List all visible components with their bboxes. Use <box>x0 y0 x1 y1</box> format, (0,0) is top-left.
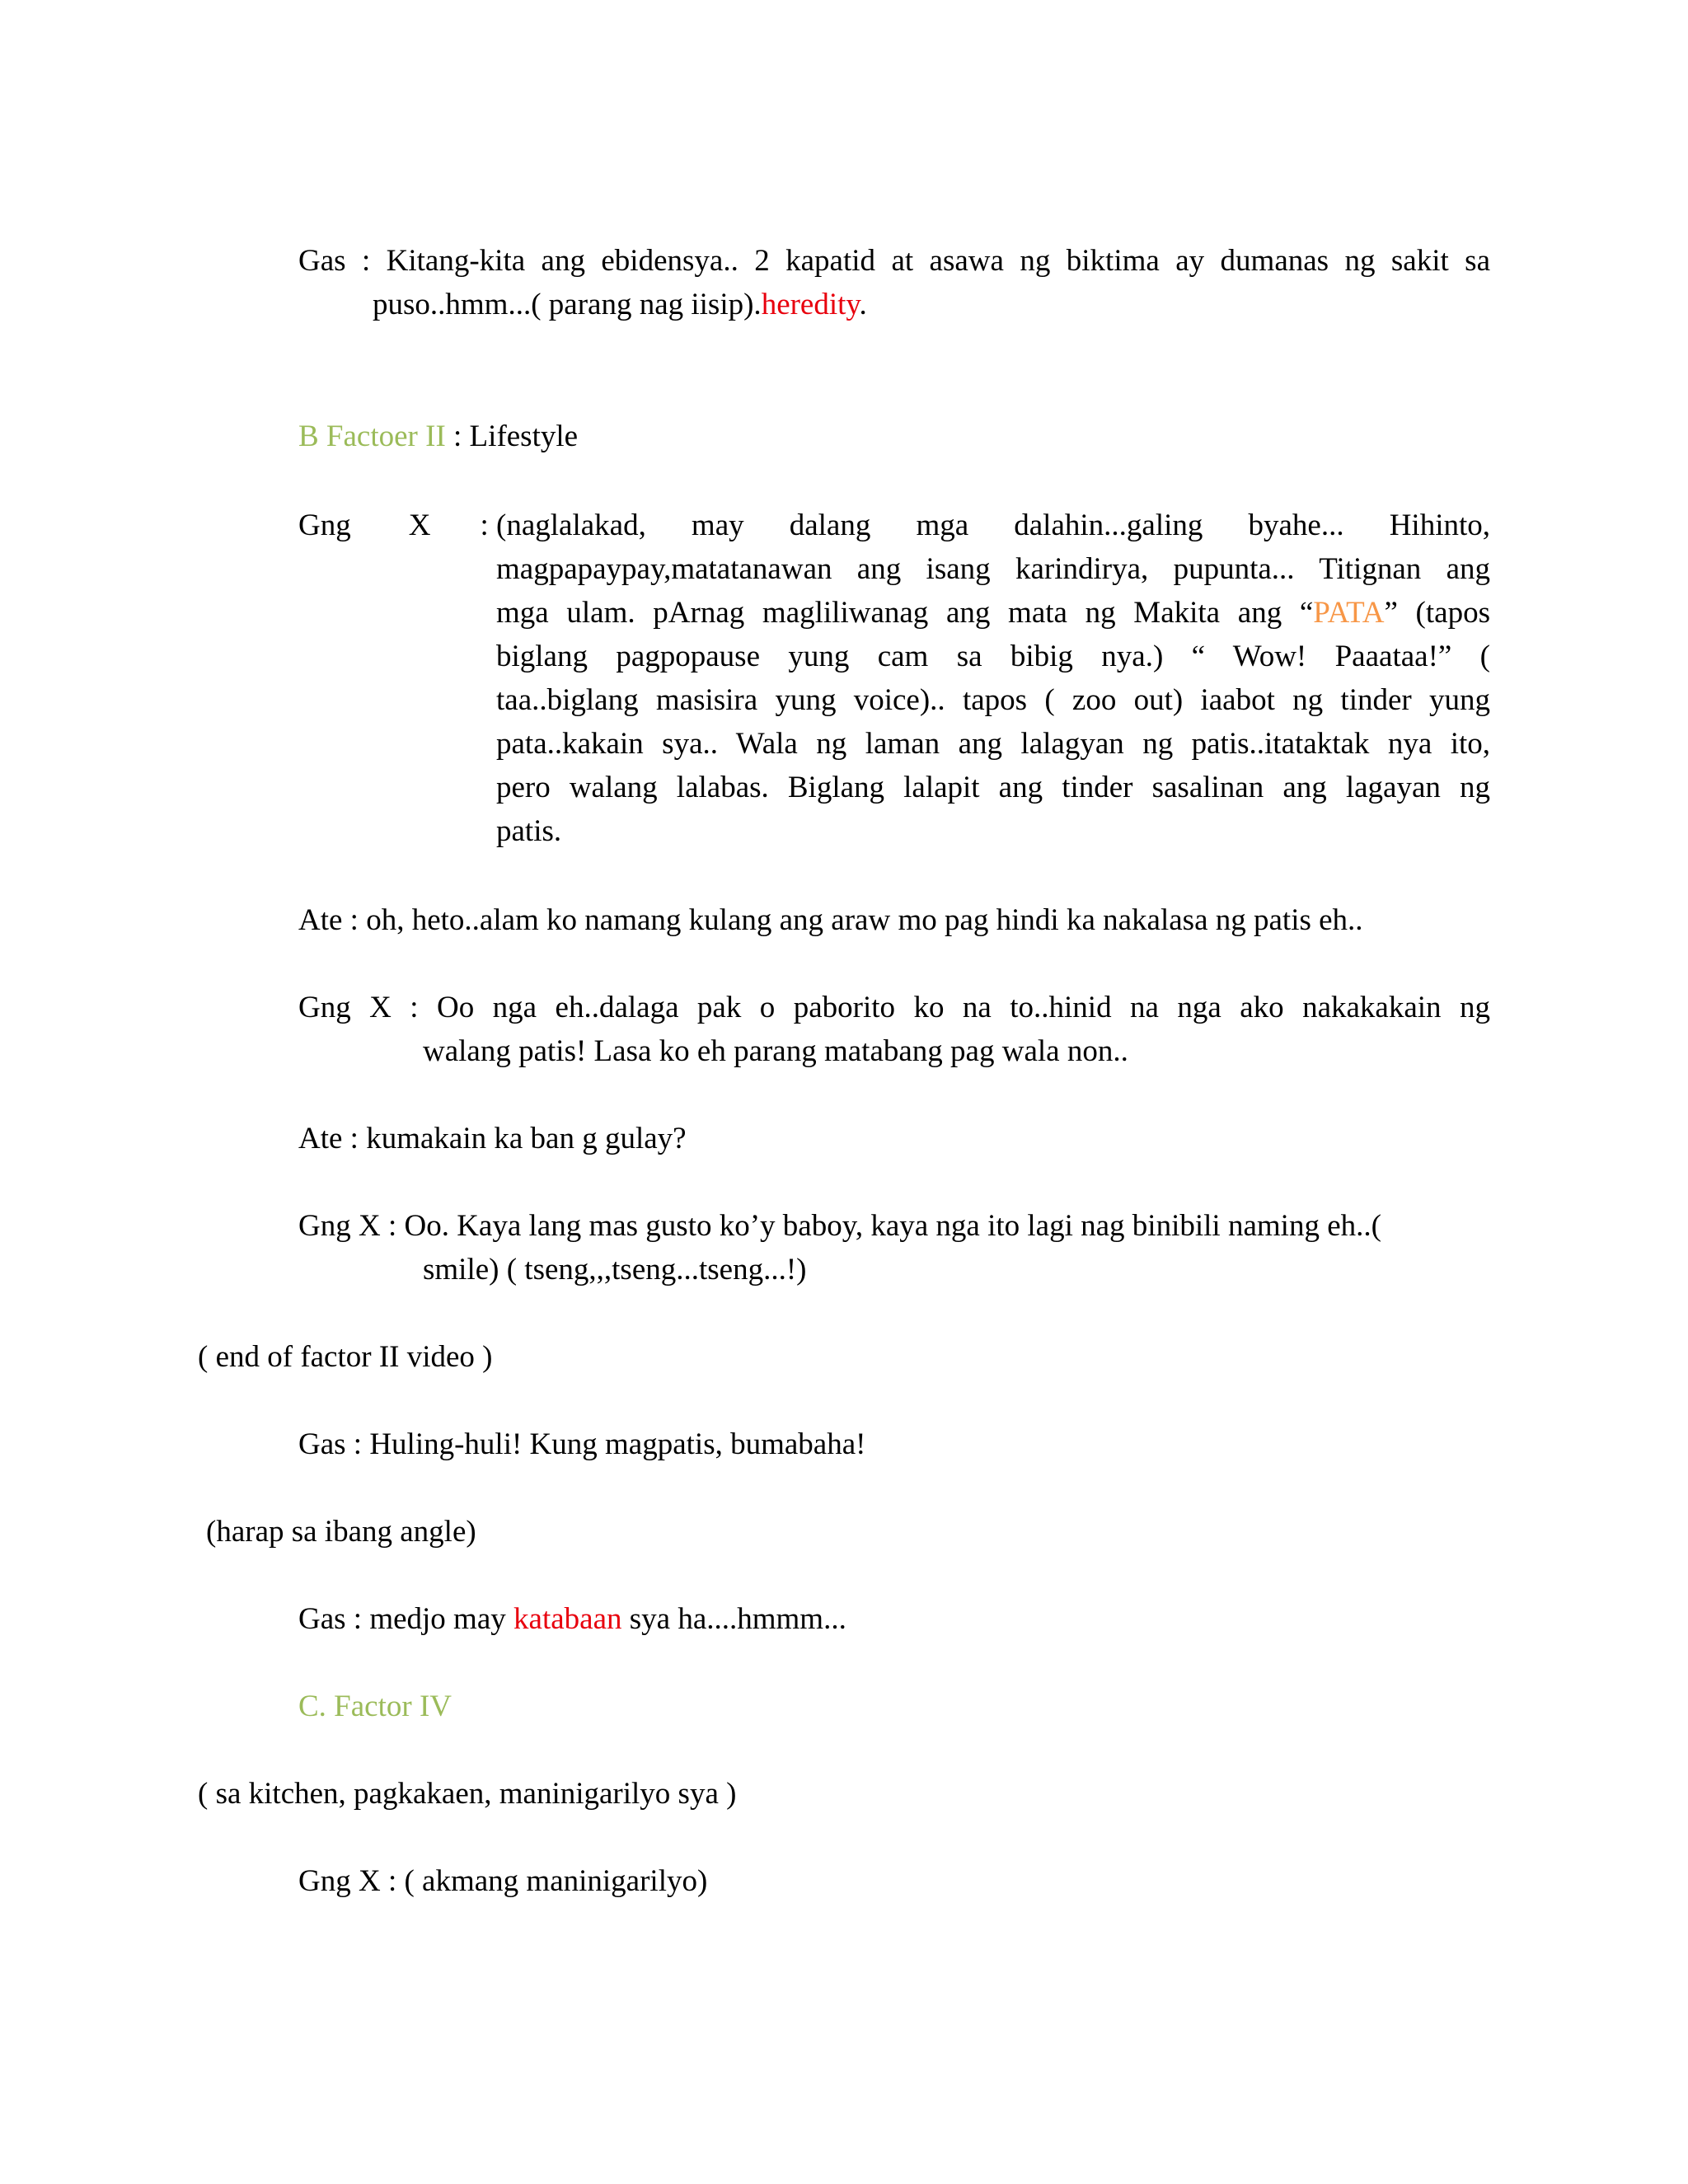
gngx-line-4: Gng X : ( akmang maninigarilyo) <box>298 1864 708 1898</box>
pata-highlight: PATA <box>1313 596 1385 630</box>
gngx-paragraph-1-body: (naglalakad, may dalang mga dalahin...galing byahe... Hihinto, magpapaypay,matatanawan ang isang karindirya, pupunta... Titignan ang mga ulam. pArnag magliliwanag ang mata ng Makita ang “PATA” (tapos biglang pagpopause yung cam sa bibig nya.) “ Wow! Paaataa!” ( taa..biglang masisira yung voice).. tapos ( zoo out) iaabot ng tinder yung pata..kakain sya.. Wala ng laman ang lalagyan ng patis..itataktak nya ito, pero walang lalabas. Biglang lalapit ang tinder sasalinan ang lagayan ng patis. <box>496 504 1490 853</box>
heading-c-factor: C. Factor IV <box>298 1690 452 1723</box>
gngx-2-line2: walang patis! Lasa ko eh parang matabang pag wala non.. <box>423 1034 1128 1068</box>
harap-note: (harap sa ibang angle) <box>206 1515 476 1549</box>
ate-line-1: Ate : oh, heto..alam ko namang kulang ang araw mo pag hindi ka nakalasa ng patis eh.. <box>298 903 1363 937</box>
gngx-3-line1: Gng X : Oo. Kaya lang mas gusto ko’y baboy, kaya nga ito lagi nag binibili naming eh..( <box>298 1209 1381 1243</box>
gngx-1-line1-text: (naglalakad, may dalang mga dalahin...galing byahe... Hihinto, <box>496 509 1490 542</box>
heading-b-factor: B Factoer II : Lifestyle <box>298 419 579 453</box>
heredity-highlight: heredity <box>761 288 860 321</box>
gngx-paragraph-2: Gng X : Oo nga eh..dalaga pak o paborito ko na to..hinid na nga ako nakakakain ng <box>298 991 1490 1024</box>
gas-katabaan-line: Gas : medjo may katabaan sya ha....hmmm... <box>298 1602 846 1636</box>
kitchen-note: ( sa kitchen, pagkakaen, maninigarilyo sya ) <box>198 1777 737 1811</box>
gngx-3-line2: smile) ( tseng,,,tseng...tseng...!) <box>423 1253 807 1286</box>
gas-heredity-line1: Gas : Kitang-kita ang ebidensya.. 2 kapatid at asawa ng biktima ay dumanas ng sakit sa <box>298 244 1490 278</box>
katabaan-highlight: katabaan <box>513 1602 622 1636</box>
ate-line-2: Ate : kumakain ka ban g gulay? <box>298 1122 687 1155</box>
gngx-1-line1: Gng X : <box>298 509 489 542</box>
end-of-factor-note: ( end of factor II video ) <box>198 1340 493 1374</box>
gas-heredity-paragraph <box>298 239 1490 326</box>
gas-huli-line: Gas : Huling-huli! Kung magpatis, bumabaha! <box>298 1427 866 1461</box>
gas-heredity-line2: puso..hmm...( parang nag iisip).heredity. <box>373 288 867 321</box>
